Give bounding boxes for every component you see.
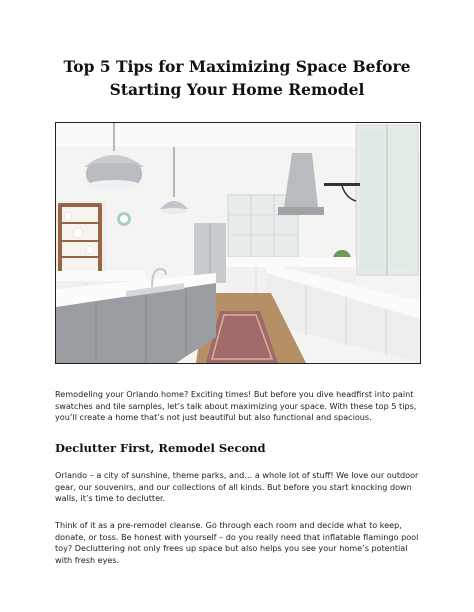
declutter-paragraph-2: Think of it as a pre-remodel cleanse. Go through each room and decide what to keep, donate, or toss. Be honest with yourself – do you really need that inflatable flamingo pool toy? Decluttering not only frees up space but also helps you see your home’s potential with fresh eyes. (55, 520, 419, 565)
declutter-paragraph-1: Orlando – a city of sunshine, theme parks, and… a whole lot of stuff! We love our outdoor gear, our souvenirs, and our collections of all kinds. But before you start knocking down walls, it’s time to declutter. (55, 470, 419, 504)
kitchen-photo (55, 122, 421, 364)
section-heading-declutter: Declutter First, Remodel Second (55, 441, 266, 455)
title-line-1: Top 5 Tips for Maximizing Space Before (63, 57, 411, 76)
document-title (40, 55, 434, 101)
title-line-2: Starting Your Home Remodel (109, 80, 365, 99)
intro-paragraph: Remodeling your Orlando home? Exciting times! But before you dive headfirst into paint swatches and tile samples, let’s talk about maximizing your space. With these top 5 tips, you’ll create a home that’s not just beautiful but also functional and spacious. (55, 389, 417, 423)
